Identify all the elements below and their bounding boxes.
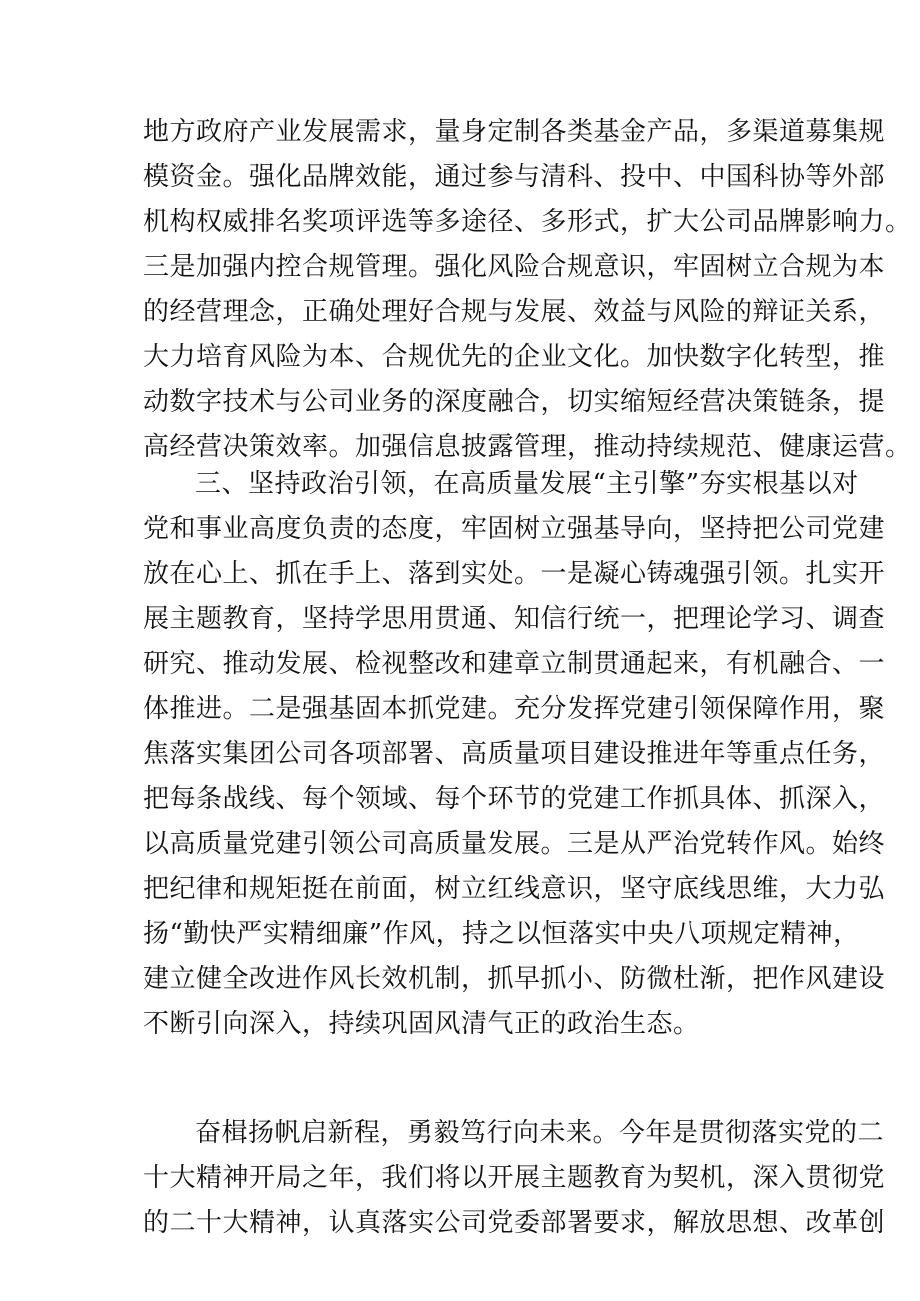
text-line: 的经营理念，正确处理好合规与发展、效益与风险的辩证关系，: [143, 297, 886, 327]
text-line: 大力培育风险为本、合规优先的企业文化。加快数字化转型，推: [143, 342, 886, 372]
text-line: 扬“勤快严实精细廉”作风，持之以恒落实中央八项规定精神，: [143, 919, 860, 949]
text-line: 动数字技术与公司业务的深度融合，切实缩短经营决策链条，提: [143, 387, 886, 417]
text-line: 地方政府产业发展需求，量身定制各类基金产品，多渠道募集规: [143, 117, 886, 147]
text-line: 把每条战线、每个领域、每个环节的党建工作抓具体、抓深入，: [143, 784, 886, 814]
text-line: 放在心上、抓在手上、落到实处。一是凝心铸魂强引领。扎实开: [143, 559, 886, 589]
section-heading-line: 三、坚持政治引领，在高质量发展“主引擎”夯实根基以对: [195, 469, 859, 499]
text-line: 党和事业高度负责的态度，牢固树立强基导向，坚持把公司党建: [143, 514, 886, 544]
text-line: 三是加强内控合规管理。强化风险合规意识，牢固树立合规为本: [143, 252, 886, 282]
text-line: 建立健全改进作风长效机制，抓早抓小、防微杜渐，把作风建设: [143, 964, 886, 994]
paragraph-political-leadership: [143, 462, 886, 1047]
text-line: 体推进。二是强基固本抓党建。充分发挥党建引领保障作用，聚: [143, 694, 886, 724]
text-line: 模资金。强化品牌效能，通过参与清科、投中、中国科协等外部: [143, 162, 886, 192]
text-line: 焦落实集团公司各项部署、高质量项目建设推进年等重点任务，: [143, 739, 886, 769]
text-line: 研究、推动发展、检视整改和建章立制贯通起来，有机融合、一: [143, 649, 886, 679]
text-line: 的二十大精神，认真落实公司党委部署要求，解放思想、改革创: [143, 1208, 886, 1238]
text-line: 展主题教育，坚持学思用贯通、知信行统一，把理论学习、调查: [143, 604, 886, 634]
text-line: 高经营决策效率。加强信息披露管理，推动持续规范、健康运营。: [143, 432, 912, 462]
text-line: 以高质量党建引领公司高质量发展。三是从严治党转作风。始终: [143, 829, 886, 859]
text-line: 奋楫扬帆启新程，勇毅笃行向未来。今年是贯彻落实党的二: [195, 1118, 885, 1148]
paragraph-brand-compliance: [143, 110, 912, 470]
text-line: 不断引向深入，持续巩固风清气正的政治生态。: [143, 1009, 700, 1039]
text-line: 把纪律和规矩挺在前面，树立红线意识，坚守底线思维，大力弘: [143, 874, 886, 904]
text-line: 机构权威排名奖项评选等多途径、多形式，扩大公司品牌影响力。: [143, 207, 912, 237]
text-line: 十大精神开局之年，我们将以开展主题教育为契机，深入贯彻党: [143, 1163, 886, 1193]
paragraph-future-outlook: [143, 1111, 886, 1246]
